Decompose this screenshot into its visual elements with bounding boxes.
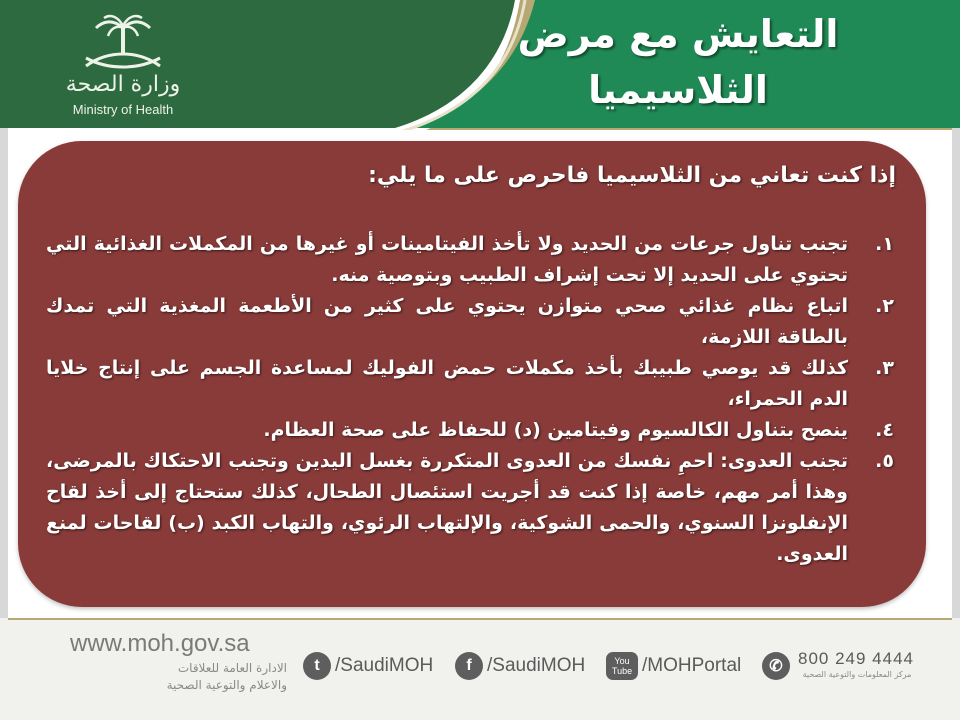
ministry-english-name: Ministry of Health	[72, 102, 174, 117]
advice-list	[46, 229, 894, 570]
list-item-number: ٤.	[875, 419, 894, 441]
youtube-handle: /MOHPortal	[642, 655, 742, 676]
phone-caption: مركز المعلومات والتوعية الصحية	[802, 670, 912, 679]
list-item-text: تجنب تناول جرعات من الحديد ولا تأخذ الفيتامينات أو غيرها من المكملات الغذائية التي تحتوي على الحديد إلا تحت إشراف الطبيب وبتوصية منه.	[46, 233, 848, 286]
twitter-icon: t	[303, 652, 331, 680]
ministry-arabic-name: وزارة الصحة	[65, 72, 181, 97]
page-title: التعايش مع مرض الثلاسيميا	[517, 12, 839, 112]
twitter-link[interactable]	[303, 651, 433, 681]
department-line-1: الادارة العامة للعلاقات	[177, 661, 287, 675]
list-item-text: اتباع نظام غذائي صحي متوازن يحتوي على كثير من الأطعمة المغذية التي تمدك بالطاقة اللازمة،	[46, 295, 848, 348]
youtube-icon-top: You	[614, 656, 630, 666]
phone-contact[interactable]	[762, 651, 790, 681]
list-item	[46, 291, 894, 353]
youtube-icon-bottom: Tube	[611, 666, 633, 676]
panel-heading: إذا كنت تعاني من الثلاسيميا فاحرص على ما يلي:	[368, 163, 896, 188]
list-item	[46, 229, 894, 291]
youtube-icon	[606, 652, 638, 680]
list-item-number: ١.	[875, 233, 894, 255]
phone-number: 800 249 4444	[798, 649, 914, 668]
list-item-number: ٣.	[875, 357, 894, 379]
ministry-logo	[48, 14, 198, 124]
department-name	[62, 660, 287, 694]
facebook-link[interactable]	[455, 651, 585, 681]
list-item-text: كذلك قد يوصي طبيبك بأخذ مكملات حمض الفوليك لمساعدة الجسم على إنتاج خلايا الدم الحمراء،	[46, 357, 848, 410]
list-item-number: ٥.	[875, 450, 894, 472]
list-item-text: تجنب العدوى: احمِ نفسك من العدوى المتكررة بغسل اليدين وتجنب الاحتكاك بالمرضى، وهذا أمر مهم، خاصة إذا كنت قد أجريت استئصال الطحال، كذلك ستحتاج إلى أخذ لقاح الإنفلونزا السنوي، والحمى الشوكية، والإلتهاب الرئوي، والتهاب الكبد (ب) لقاحات لمنع العدوى.	[46, 450, 848, 565]
list-item-number: ٢.	[875, 295, 894, 317]
youtube-link[interactable]	[606, 651, 741, 681]
twitter-handle: /SaudiMOH	[335, 655, 434, 676]
palm-and-swords-emblem-icon	[48, 14, 198, 74]
website-link[interactable]: www.moh.gov.sa	[70, 630, 250, 657]
facebook-icon: f	[455, 652, 483, 680]
content-panel	[18, 141, 926, 607]
phone-icon: ✆	[762, 652, 790, 680]
list-item-text: ينصح بتناول الكالسيوم وفيتامين (د) للحفاظ على صحة العظام.	[263, 419, 848, 441]
list-item	[46, 415, 894, 446]
facebook-handle: /SaudiMOH	[487, 655, 586, 676]
list-item	[46, 353, 894, 415]
list-item	[46, 446, 894, 570]
department-line-2: والاعلام والتوعية الصحية	[166, 678, 287, 692]
